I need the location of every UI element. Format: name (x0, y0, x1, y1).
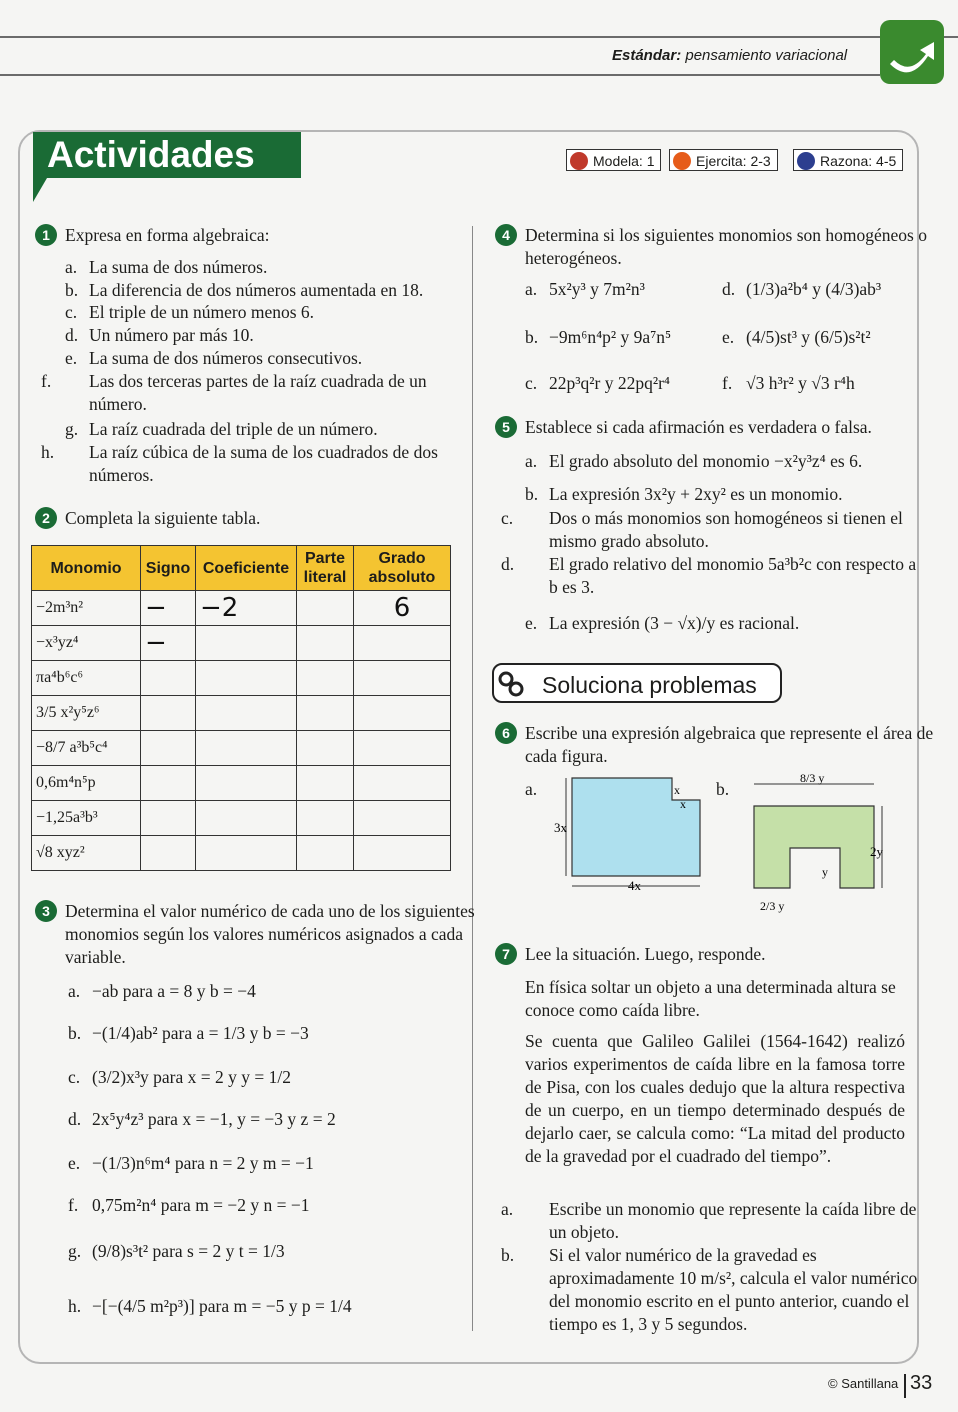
sign-cell[interactable]: − (141, 626, 196, 661)
table-row (32, 836, 451, 871)
col-header: Monomio (32, 546, 141, 591)
ejercita-icon (673, 152, 691, 170)
col-header: Parte literal (297, 546, 354, 591)
monomial-table (31, 545, 451, 871)
footer-divider (904, 1374, 906, 1398)
q7-item: b. Si el valor numérico de la gravedad es aproximadamente 10 m/s², calcula el valor numérico del monomio escrito en el punto anterior, cuando el tiempo es 1, 3 y 5 segundos. (501, 1245, 918, 1334)
monomial-cell: √8 xyz² (32, 836, 141, 871)
q1-item: b. La diferencia de dos números aumentada en 18. (65, 280, 424, 300)
q5-item: b. La expresión 3x²y + 2xy² es un monomio. (525, 484, 843, 504)
q1-item: c. El triple de un número menos 6. (65, 302, 315, 322)
badge-razona: Razona: 4-5 (793, 149, 903, 171)
table-row (32, 661, 451, 696)
title-tab-tip (33, 178, 47, 202)
standard-icon (880, 20, 944, 84)
q4-item: b. −9m⁶n⁴p² y 9a⁷n⁵ (525, 327, 672, 347)
coefficient-cell[interactable] (196, 836, 297, 871)
sign-cell[interactable] (141, 766, 196, 801)
degree-cell[interactable]: 6 (354, 591, 451, 626)
q5-item: d. El grado relativo del monomio 5a³b²c con respecto a b es 3. (501, 554, 917, 597)
monomial-cell: πa⁴b⁶c⁶ (32, 661, 141, 696)
q4-item: e. (4/5)st³ y (6/5)s²t² (722, 327, 871, 347)
coefficient-cell[interactable] (196, 766, 297, 801)
literal-cell[interactable] (297, 661, 354, 696)
q3-item: h. −[−(4/5 m²p³)] para m = −5 y p = 1/4 (68, 1296, 352, 1316)
col-header: Signo (141, 546, 196, 591)
q3-item: f. 0,75m²n⁴ para m = −2 y n = −1 (68, 1195, 310, 1215)
q1-item: a. La suma de dos números. (65, 257, 268, 277)
sign-cell[interactable] (141, 696, 196, 731)
fig-b-top: 8/3 y (800, 772, 825, 785)
q7-item: a. Escribe un monomio que represente la caída libre de un objeto. (501, 1199, 917, 1242)
q3-heading: 3 Determina el valor numérico de cada uno de los siguientes monomios según los valores numéricos asignados a cada variable. (35, 900, 485, 969)
q4-heading: 4 Determina si los siguientes monomios son homogéneos o heterogéneos. (495, 224, 935, 270)
monomial-cell: −2m³n² (32, 591, 141, 626)
monomial-cell: −x³yz⁴ (32, 626, 141, 661)
q4-item: d. (1/3)a²b⁴ y (4/3)ab³ (722, 279, 882, 299)
literal-cell[interactable] (297, 696, 354, 731)
sign-cell[interactable] (141, 836, 196, 871)
q2-heading: 2 Completa la siguiente tabla. (35, 507, 260, 530)
fig-b-right: 2y (870, 844, 883, 859)
coefficient-cell[interactable]: −2 (196, 591, 297, 626)
publisher: © Santillana (828, 1376, 899, 1391)
q4-item: f. √3 h³r² y √3 r⁴h (722, 373, 855, 393)
literal-cell[interactable] (297, 801, 354, 836)
coefficient-cell[interactable] (196, 801, 297, 836)
sign-cell[interactable]: − (141, 591, 196, 626)
q4-item: a. 5x²y³ y 7m²n³ (525, 279, 645, 299)
monomial-cell: 0,6m⁴n⁵p (32, 766, 141, 801)
coefficient-cell[interactable] (196, 626, 297, 661)
q5-item: a. El grado absoluto del monomio −x²y³z⁴ es 6. (525, 451, 863, 471)
coefficient-cell[interactable] (196, 731, 297, 766)
table-row (32, 696, 451, 731)
literal-cell[interactable] (297, 836, 354, 871)
fig-a-side: 3x (554, 820, 567, 835)
coefficient-cell[interactable] (196, 661, 297, 696)
q1-heading: 1 Expresa en forma algebraica: (35, 224, 270, 247)
q5-item: c. Dos o más monomios son homogéneos si tienen el mismo grado absoluto. (501, 508, 903, 551)
degree-cell[interactable] (354, 731, 451, 766)
fig-a-notch: x (680, 797, 686, 811)
degree-cell[interactable] (354, 766, 451, 801)
q6-heading: 6 Escribe una expresión algebraica que represente el área de cada figura. (495, 722, 935, 768)
degree-cell[interactable] (354, 626, 451, 661)
sign-cell[interactable] (141, 661, 196, 696)
monomial-cell: 3/5 x²y⁵z⁶ (32, 696, 141, 731)
table-row (32, 731, 451, 766)
q5-heading: 5 Establece si cada afirmación es verdadera o falsa. (495, 416, 872, 439)
q1-item: e. La suma de dos números consecutivos. (65, 348, 363, 368)
q5-item: e. La expresión (3 − √x)/y es racional. (525, 613, 800, 633)
literal-cell[interactable] (297, 591, 354, 626)
sign-cell[interactable] (141, 731, 196, 766)
table-row (32, 626, 451, 661)
q1-item: d. Un número par más 10. (65, 325, 254, 345)
fig-b-bottom: 2/3 y (760, 899, 785, 913)
q7-paragraph: Se cuenta que Galileo Galilei (1564-1642) realizó varios experimentos de caída libre en la famosa torre de Pisa, con los cuales dedujo que la altura respectiva de un cuerpo, en un tiempo determinado después de dejarlo caer, se calcula como: “La mitad del producto de la gravedad por el cuadrado del tiempo”. (525, 1031, 905, 1166)
table-row (32, 766, 451, 801)
badge-modela: Modela: 1 (566, 149, 661, 171)
sign-cell[interactable] (141, 801, 196, 836)
modela-icon (570, 152, 588, 170)
monomial-cell: −8/7 a³b⁵c⁴ (32, 731, 141, 766)
q1-item: g. La raíz cuadrada del triple de un número. (65, 419, 378, 439)
q1-item: f. Las dos terceras partes de la raíz cuadrada de un número. (41, 371, 427, 414)
q3-item: e. −(1/3)n⁶m⁴ para n = 2 y m = −1 (68, 1153, 314, 1173)
figure-a (552, 772, 712, 892)
q1-item: h. La raíz cúbica de la suma de los cuadrados de dos números. (41, 442, 438, 485)
fig-a-bottom: 4x (628, 878, 641, 892)
page-number: 33 (910, 1372, 933, 1394)
q7-paragraph: En física soltar un objeto a una determinada altura se conoce como caída libre. (525, 977, 896, 1020)
solve-problems-banner: Soluciona problemas (492, 663, 782, 703)
fig-a-top: x (674, 783, 680, 797)
q3-item: g. (9/8)s³t² para s = 2 y t = 1/3 (68, 1241, 285, 1261)
q4-item: c. 22p³q²r y 22pq²r⁴ (525, 373, 670, 393)
razona-icon (797, 152, 815, 170)
header-rule (0, 36, 958, 38)
header-rule-bottom (0, 74, 880, 76)
q3-item: c. (3/2)x³y para x = 2 y y = 1/2 (68, 1067, 291, 1087)
degree-cell[interactable] (354, 836, 451, 871)
degree-cell[interactable] (354, 696, 451, 731)
fig-b-label: b. (716, 779, 730, 799)
literal-cell[interactable] (297, 766, 354, 801)
fig-b-inner: y (822, 865, 828, 879)
col-header: Grado absoluto (354, 546, 451, 591)
literal-cell[interactable] (297, 626, 354, 661)
badge-ejercita: Ejercita: 2-3 (669, 149, 778, 171)
activities-title: Actividades (33, 132, 301, 178)
coefficient-cell[interactable] (196, 696, 297, 731)
degree-cell[interactable] (354, 661, 451, 696)
literal-cell[interactable] (297, 731, 354, 766)
degree-cell[interactable] (354, 801, 451, 836)
table-row (32, 591, 451, 626)
q3-item: d. 2x⁵y⁴z³ para x = −1, y = −3 y z = 2 (68, 1109, 336, 1129)
col-header: Coeficiente (196, 546, 297, 591)
standard-label: Estándar: pensamiento variacional (612, 47, 848, 64)
table-row (32, 801, 451, 836)
q3-item: a. −ab para a = 8 y b = −4 (68, 981, 256, 1001)
q7-heading: 7 Lee la situación. Luego, responde. (495, 943, 766, 966)
gears-icon (497, 670, 525, 698)
figure-b (748, 772, 898, 930)
q3-item: b. −(1/4)ab² para a = 1/3 y b = −3 (68, 1023, 309, 1043)
fig-a-label: a. (525, 779, 538, 799)
monomial-cell: −1,25a³b³ (32, 801, 141, 836)
